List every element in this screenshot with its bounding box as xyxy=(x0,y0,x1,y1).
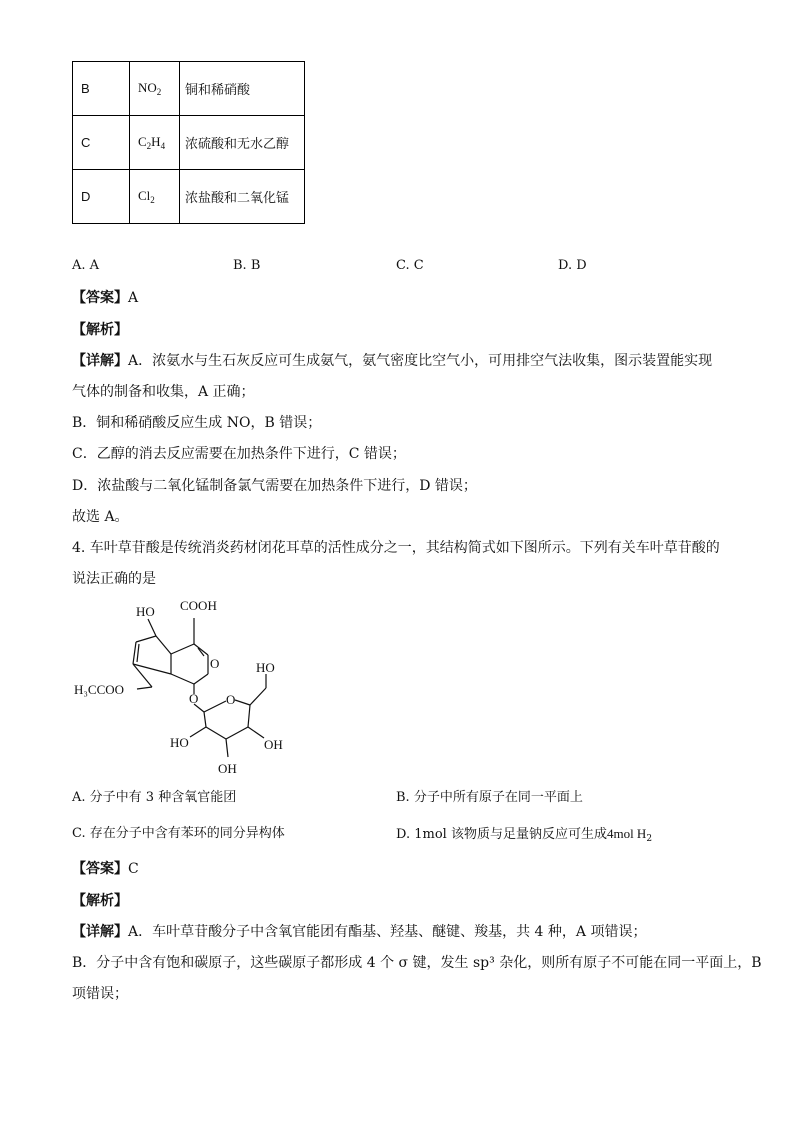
q4-choice-c[interactable]: C. 存在分子中含有苯环的同分异构体 xyxy=(72,826,285,841)
q3-conclusion: 故选 A。 xyxy=(72,509,129,525)
table-row xyxy=(73,62,305,116)
reagents-cell: 浓硫酸和无水乙醇 xyxy=(180,116,305,170)
options-table xyxy=(72,61,305,224)
q4-choice-a[interactable]: A. 分子中有 3 种含氧官能团 xyxy=(72,790,237,805)
ho-right-label: HO xyxy=(256,660,275,675)
oh-right-label: OH xyxy=(264,737,283,752)
q4-stem-line1: 4. 车叶草苷酸是传统消炎药材闭花耳草的活性成分之一，其结构简式如下图所示。下列有关车叶草苷酸的 xyxy=(72,540,720,556)
acetoxy-label: H₃CCOO xyxy=(74,682,125,697)
reagents-cell: 铜和稀硝酸 xyxy=(180,62,305,116)
q3-detail-c: C．乙醇的消去反应需要在加热条件下进行，C 错误； xyxy=(72,446,406,462)
reagents-cell: 浓盐酸和二氧化锰 xyxy=(180,170,305,224)
q4-choice-d[interactable]: D. 1mol 该物质与足量钠反应可生成4mol $H_2$ xyxy=(396,826,653,844)
gas-formula: $Cl_2$ xyxy=(130,170,180,224)
cooh-label: COOH xyxy=(180,598,217,613)
gas-formula: $C_2H_4$ xyxy=(130,116,180,170)
q3-choice-b[interactable]: B. B xyxy=(233,258,261,273)
table-row xyxy=(73,170,305,224)
q4-detail-b-line2: 项错误； xyxy=(72,986,128,1002)
q3-detail-b: B．铜和稀硝酸反应生成 NO，B 错误； xyxy=(72,415,322,431)
oh-bottom-label: OH xyxy=(218,761,237,776)
q4-choice-b[interactable]: B. 分子中所有原子在同一平面上 xyxy=(396,790,583,805)
ho-left-label: HO xyxy=(170,735,189,750)
q3-choice-c[interactable]: C. C xyxy=(396,258,424,273)
q3-detail-a-line1: 【详解】A．浓氨水与生石灰反应可生成氨气，氨气密度比空气小，可用排空气法收集，图示装置能实现 xyxy=(72,353,713,369)
q3-answer: 【答案】A xyxy=(72,290,139,306)
sugar-oxygen-label: O xyxy=(226,692,236,707)
molecule-structure xyxy=(60,590,320,785)
q4-answer: 【答案】C xyxy=(72,861,139,877)
link-oxygen-label: O xyxy=(189,691,199,706)
q4-detail-a: 【详解】A．车叶草苷酸分子中含氧官能团有酯基、羟基、醚键、羧基，共 4 种，A 项错误； xyxy=(72,924,647,940)
table-row xyxy=(73,116,305,170)
q4-analysis-heading: 【解析】 xyxy=(72,893,128,909)
row-label: B xyxy=(73,62,130,116)
gas-formula: $NO_2$ xyxy=(130,62,180,116)
ring-oxygen-label: O xyxy=(210,656,220,671)
row-label: C xyxy=(73,116,130,170)
q4-detail-b-line1: B．分子中含有饱和碳原子，这些碳原子都形成 4 个 σ 键，发生 sp³ 杂化，则所有原子不可能在同一平面上，B xyxy=(72,955,762,971)
q3-detail-d: D．浓盐酸与二氧化锰制备氯气需要在加热条件下进行，D 错误； xyxy=(72,478,477,494)
q3-detail-a-line2: 气体的制备和收集，A 正确； xyxy=(72,384,255,400)
q4-stem-line2: 说法正确的是 xyxy=(72,571,156,587)
ho-top-label: HO xyxy=(136,604,155,619)
q3-analysis-heading: 【解析】 xyxy=(72,322,128,338)
row-label: D xyxy=(73,170,130,224)
q3-choice-a[interactable]: A. A xyxy=(72,258,100,273)
q3-choice-d[interactable]: D. D xyxy=(558,258,587,273)
